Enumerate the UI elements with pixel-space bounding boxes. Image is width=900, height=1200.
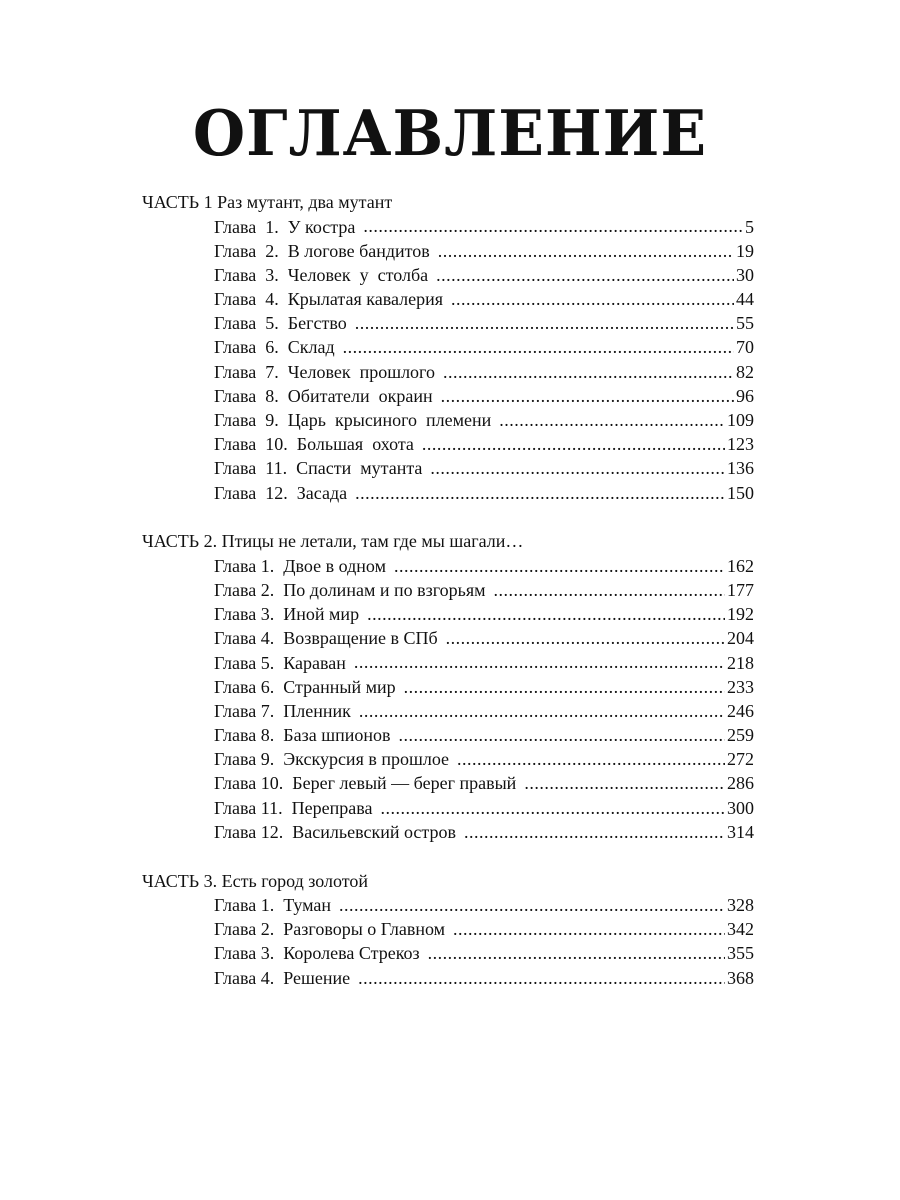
page-number: 82 [736,361,754,382]
chapter-title: Караван [283,652,346,673]
table-of-contents [142,190,754,1014]
toc-part-3 [142,869,754,990]
page-number: 55 [736,313,754,334]
dot-leader [343,335,734,359]
chapter-entry [214,796,754,820]
chapter-title: Крылатая кавалерия [287,289,443,310]
chapter-entry [214,747,754,771]
part-heading: ЧАСТЬ 1 Раз мутант, два мутант [142,192,393,212]
page-number: 70 [736,337,754,358]
chapter-number: Глава 9. [214,749,275,770]
dot-leader [355,481,725,505]
chapter-title: Засада [296,482,348,503]
chapter-entry [214,432,754,456]
chapter-number: Глава 2. [214,579,275,600]
chapter-number: Глава 10. [214,434,288,455]
chapter-number: Глава 11. [214,458,288,479]
chapter-number: Глава 6. [214,337,279,358]
chapter-entry [214,966,754,990]
dot-leader [446,626,725,650]
chapter-title: У костра [287,216,356,237]
dot-leader [438,239,734,263]
chapter-title: В логове бандитов [287,240,430,261]
dot-leader [394,554,725,578]
chapter-entry [214,602,754,626]
page-number: 204 [727,628,754,649]
chapter-title: Двое в одном [283,555,386,576]
chapter-title: Обитатели окраин [287,385,433,406]
dot-leader [451,287,734,311]
chapter-entry [214,384,754,408]
part-heading: ЧАСТЬ 3. Есть город золотой [142,870,369,891]
chapter-entry [214,263,754,287]
page-number: 368 [727,967,754,988]
dot-leader [380,796,725,820]
page-number: 259 [727,725,754,746]
chapter-entry [214,481,754,505]
page-number: 328 [727,895,754,915]
chapter-list [214,554,754,844]
page-number: 286 [727,773,754,794]
chapter-number: Глава 7. [214,700,275,721]
chapter-entry [214,941,754,965]
chapter-number: Глава 1. [214,555,275,576]
chapter-number: Глава 3. [214,604,275,625]
page-number: 342 [727,919,754,940]
page-title: ОГЛАВЛЕНИЕ [192,97,708,171]
page-number: 233 [727,676,754,697]
chapter-entry [214,456,754,480]
chapter-title: База шпионов [283,725,391,746]
chapter-number: Глава 1. [214,895,275,915]
dot-leader [339,893,725,917]
dot-leader [457,747,725,771]
chapter-number: Глава 5. [214,652,275,673]
chapter-entry [214,820,754,844]
chapter-number: Глава 1. [214,216,279,237]
chapter-entry [214,578,754,602]
dot-leader [453,917,725,941]
chapter-entry [214,917,754,941]
dot-leader [355,311,734,335]
chapter-title: Васильевский остров [292,821,456,842]
chapter-title: Царь крысиного племени [287,410,492,430]
chapter-title: Королева Стрекоз [283,943,420,964]
chapter-entry [214,215,754,239]
chapter-entry [214,771,754,795]
dot-leader [359,699,725,723]
chapter-title: Человек прошлого [287,361,435,382]
chapter-title: Иной мир [283,604,360,625]
chapter-title: Берег левый — берег правый [292,773,517,794]
chapter-entry [214,723,754,747]
dot-leader [367,602,725,626]
chapter-list [214,893,754,990]
dot-leader [398,723,725,747]
dot-leader [464,820,725,844]
page-number: 162 [727,555,754,576]
page-number: 123 [727,434,754,455]
chapter-number: Глава 12. [214,821,284,842]
page-number: 272 [727,749,754,770]
toc-part-2 [142,529,754,844]
chapter-entry [214,311,754,335]
chapter-number: Глава 6. [214,676,275,697]
dot-leader [354,651,725,675]
page-number: 19 [736,240,754,261]
chapter-title: Экскурсия в прошлое [283,749,450,770]
chapter-title: Пленник [283,700,351,721]
chapter-entry [214,699,754,723]
dot-leader [422,432,725,456]
chapter-title: Склад [287,337,335,358]
chapter-number: Глава 4. [214,289,279,310]
chapter-title: По долинам и по взгорьям [283,579,486,600]
chapter-number: Глава 8. [214,725,275,746]
chapter-number: Глава 10. [214,773,284,794]
page-number: 30 [736,264,754,285]
chapter-title: Большая охота [296,434,414,455]
chapter-title: Решение [283,967,351,988]
page-number: 136 [727,458,754,479]
chapter-entry [214,360,754,384]
chapter-entry [214,287,754,311]
chapter-list [214,215,754,505]
chapter-entry [214,554,754,578]
page-number: 109 [727,410,754,430]
page-number: 314 [727,821,754,842]
page-number: 177 [727,579,754,600]
page-number: 44 [736,289,754,310]
dot-leader [358,966,725,990]
dot-leader [404,675,725,699]
chapter-number: Глава 8. [214,385,279,406]
dot-leader [499,408,725,432]
page-number: 218 [727,652,754,673]
chapter-entry [214,651,754,675]
chapter-number: Глава 4. [214,628,275,649]
part-heading: ЧАСТЬ 2. Птицы не летали, там где мы шагали… [142,531,524,552]
page-number: 96 [736,385,754,406]
chapter-title: Странный мир [283,676,396,697]
chapter-entry [214,626,754,650]
chapter-number: Глава 3. [214,264,279,285]
chapter-entry [214,893,754,917]
page-number: 246 [727,700,754,721]
dot-leader [494,578,725,602]
dot-leader [430,456,725,480]
chapter-number: Глава 7. [214,361,279,382]
chapter-number: Глава 9. [214,410,279,430]
chapter-entry [214,239,754,263]
page-number: 192 [727,604,754,625]
chapter-number: Глава 2. [214,919,275,940]
page-number: 300 [727,797,754,818]
chapter-number: Глава 3. [214,943,275,964]
dot-leader [524,771,725,795]
chapter-title: Разговоры о Главном [283,919,445,940]
chapter-title: Спасти мутанта [296,458,423,479]
chapter-title: Возвращение в СПб [283,628,438,649]
dot-leader [436,263,734,287]
chapter-number: Глава 5. [214,313,279,334]
page-number: 5 [745,216,754,237]
toc-part-1 [142,190,754,505]
page-number: 150 [727,482,754,503]
chapter-number: Глава 4. [214,967,275,988]
chapter-entry [214,675,754,699]
chapter-title: Туман [283,895,332,915]
chapter-number: Глава 11. [214,797,283,818]
page-number: 355 [727,943,754,964]
chapter-title: Бегство [287,313,347,334]
chapter-entry [214,408,754,432]
dot-leader [441,384,734,408]
chapter-entry [214,335,754,359]
dot-leader [443,360,734,384]
chapter-title: Человек у столба [287,264,429,285]
chapter-number: Глава 2. [214,240,279,261]
dot-leader [363,215,743,239]
chapter-number: Глава 12. [214,482,288,503]
dot-leader [428,941,725,965]
chapter-title: Переправа [291,797,373,818]
